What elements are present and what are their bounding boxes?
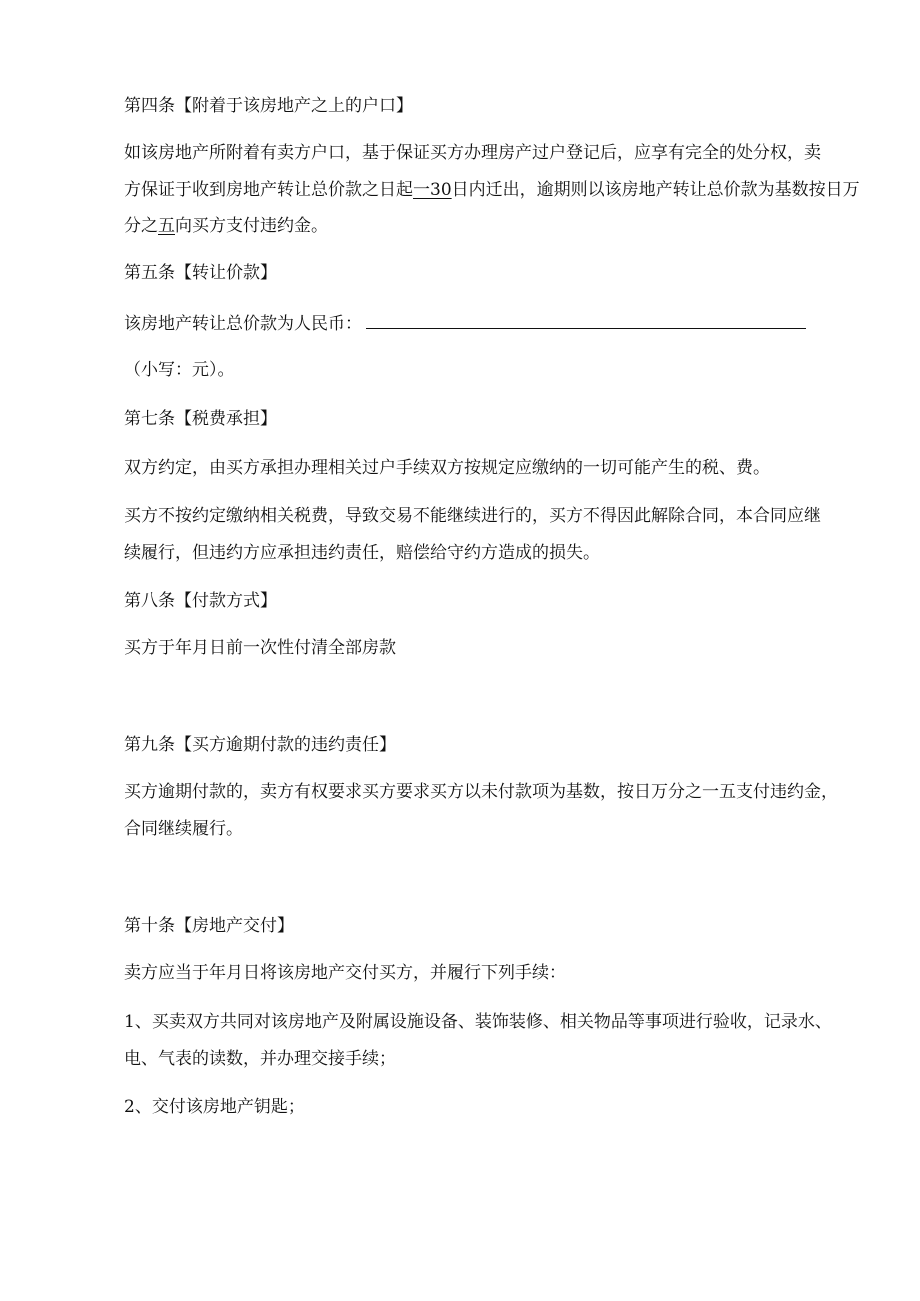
article-4-text-line-3 xyxy=(124,215,328,237)
article-4-text-line-2a: 方保证于收到房地产转让总价款之日起 xyxy=(124,180,413,200)
article-9-text-line-2: 合同继续履行。 xyxy=(124,819,243,839)
article-4-text-line-2b: 日内迁出，逾期则以该房地产转让总价款为基数按日万 xyxy=(451,180,860,200)
article-7-text-2-line-2: 续履行，但违约方应承担违约责任，赔偿给守约方造成的损失。 xyxy=(124,543,600,563)
article-4-text-line-3a: 分之 xyxy=(124,216,158,236)
article-10-item-2: 2、交付该房地产钥匙； xyxy=(124,1097,305,1117)
article-7-text-2-line-1: 买方不按约定缴纳相关税费，导致交易不能继续进行的，买方不得因此解除合同，本合同应继 xyxy=(124,506,821,526)
article-7-text-1: 双方约定，由买方承担办理相关过户手续双方按规定应缴纳的一切可能产生的税、费。 xyxy=(124,458,770,478)
price-blank xyxy=(366,312,806,329)
article-10-heading: 第十条【房地产交付】 xyxy=(124,916,294,936)
article-4-heading: 第四条【附着于该房地产之上的户口】 xyxy=(124,96,413,116)
penalty-rate: 五 xyxy=(158,216,175,236)
article-7-heading: 第七条【税费承担】 xyxy=(124,409,277,429)
move-out-days: 一30 xyxy=(413,180,452,200)
article-4-text-line-3b: 向买方支付违约金。 xyxy=(175,216,328,236)
article-4-text-line-1: 如该房地产所附着有卖方户口，基于保证买方办理房产过户登记后，应享有完全的处分权，卖 xyxy=(124,143,821,163)
article-9-heading: 第九条【买方逾期付款的违约责任】 xyxy=(124,735,396,755)
article-9-text-line-1: 买方逾期付款的，卖方有权要求买方要求买方以未付款项为基数，按日万分之一五支付违约金， xyxy=(124,782,838,802)
article-8-heading: 第八条【付款方式】 xyxy=(124,591,277,611)
article-4-text-line-2 xyxy=(124,179,860,201)
article-10-item-1-line-2: 电、气表的读数，并办理交接手续； xyxy=(124,1049,396,1069)
article-10-text: 卖方应当于年月日将该房地产交付买方，并履行下列手续： xyxy=(124,963,566,983)
article-8-text: 买方于年月日前一次性付清全部房款 xyxy=(124,638,396,658)
price-label: 该房地产转让总价款为人民币： xyxy=(124,314,362,334)
article-10-item-1-line-1: 1、买卖双方共同对该房地产及附属设施设备、装饰装修、相关物品等事项进行验收，记录水、 xyxy=(124,1012,832,1032)
article-5-heading: 第五条【转让价款】 xyxy=(124,263,277,283)
price-small-caps: （小写：元）。 xyxy=(124,360,235,380)
price-line xyxy=(124,312,806,335)
